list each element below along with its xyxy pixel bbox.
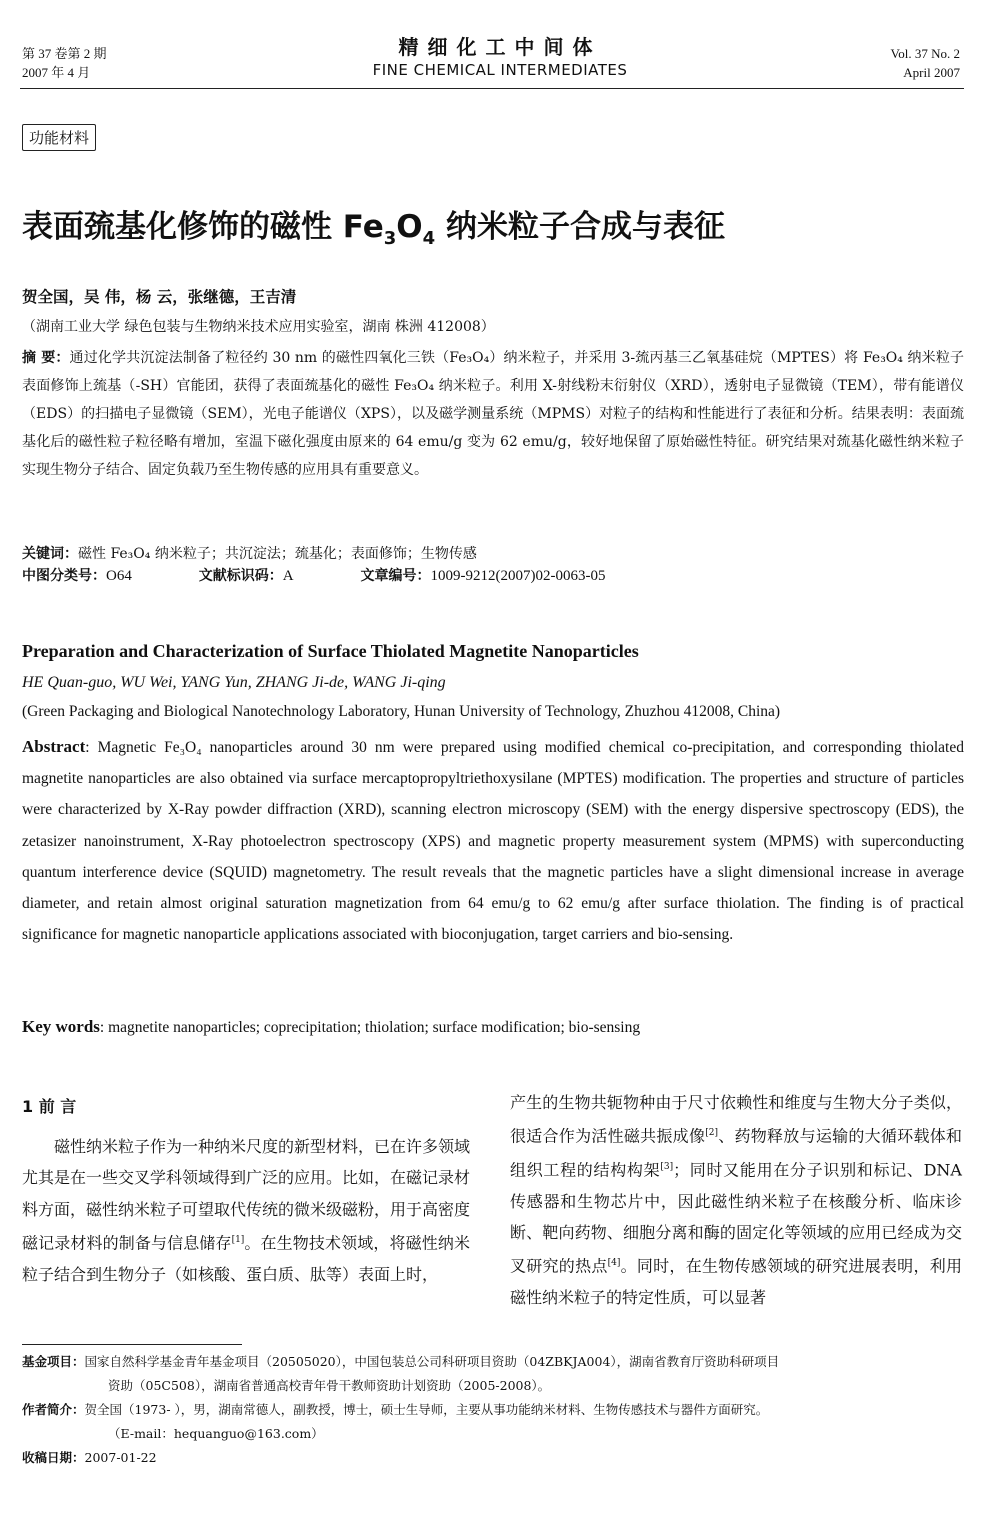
journal-name — [0, 34, 1000, 80]
keywords-cn-text: 磁性 Fe₃O₄ 纳米粒子；共沉淀法；巯基化；表面修饰；生物传感 — [78, 546, 477, 562]
paragraph-text: 产生的生物共轭物种由于尺寸依赖性和维度与生物大分子类似，很适合作为活性磁共振成像 — [510, 1093, 962, 1146]
fund-label: 基金项目： — [22, 1354, 85, 1369]
section-tag: 功能材料 — [22, 124, 96, 151]
classification-row — [22, 562, 605, 590]
abstract-en-label: Abstract — [22, 737, 86, 756]
date-cn: 2007 年 4 月 — [22, 65, 91, 80]
header-divider — [20, 88, 964, 89]
clc-label: 中图分类号： — [22, 568, 106, 584]
fund-text: 国家自然科学基金青年基金项目（20505020），中国包装总公司科研项目资助（04ZBKJA004），湖南省教育厅资助科研项目 — [84, 1354, 780, 1369]
doc-code-label: 文献标识码： — [198, 568, 283, 584]
article-number-label: 文章编号： — [360, 568, 431, 584]
title-sub-3: 3 — [383, 228, 397, 250]
abstract-en-text: : Magnetic Fe₃O₄ nanoparticles around 30 nm were prepared using modified chemical co-precipitation, and corresponding thiolated magnetite nanoparticles are also obtained via surface mercaptopropyltriethoxysilane (MPTES) modification. The properties and structure of particles were characterized by X-Ray powder diffraction (XRD), scanning electron microscopy (SEM) with the energy dispersive spectroscopy (EDS), the zetasizer nanoinstrument, X-Ray photoelectron spectroscopy (XPS) and magnetic property measurement system (MPMS) with superconducting quantum interference device (SQUID) magnetometry. The result reveals that the magnetic particles have a slight dimensional increase in average diameter, and retain almost original saturation magnetization from 64 emu/g to 62 emu/g after surface thiolation. The finding is of practical significance for magnetic nanoparticle applications associated with bioconjugation, target carriers and bio-sensing. — [22, 739, 964, 944]
doc-code-value: A — [282, 568, 294, 584]
keywords-en — [22, 1013, 640, 1042]
title-prefix: 表面巯基化修饰的磁性 Fe — [22, 209, 384, 245]
volume-issue-cn: 第 37 卷第 2 期 — [22, 46, 107, 61]
abstract-cn — [22, 344, 964, 484]
author-note — [22, 1398, 967, 1422]
body-column-right — [510, 1087, 962, 1313]
citation-ref[interactable]: [2] — [705, 1128, 718, 1139]
author-label: 作者简介： — [22, 1402, 85, 1417]
keywords-en-text: : magnetite nanoparticles; coprecipitation; thiolation; surface modification; bio-sensing — [99, 1019, 641, 1036]
keywords-cn-label: 关键词： — [22, 546, 78, 562]
fund-note — [22, 1350, 967, 1374]
author-text: 贺全国（1973- ），男，湖南常德人，副教授，博士，硕士生导师，主要从事功能纳米材料、生物传感技术与器件方面研究。 — [84, 1402, 769, 1417]
body-column-left — [22, 1131, 470, 1290]
citation-ref[interactable]: [3] — [660, 1161, 674, 1172]
footnotes — [22, 1350, 967, 1470]
paragraph-text: ；同时又能用在分子识别和标记、DNA 传感器和生物芯片中，因此磁性纳米粒子在核酸分析、临床诊断、靶向药物、细胞分离和酶的固定化等领域的应用已经成为交叉研究的热点 — [510, 1160, 962, 1276]
paragraph-text: 。在生物技术领域，将磁性纳米粒子结合到生物分子（如核酸、蛋白质、肽等）表面上时， — [22, 1233, 470, 1284]
paragraph — [22, 1131, 470, 1290]
paragraph-text: 。同时，在生物传感领域的研究进展表明，利用磁性纳米粒子的特定性质，可以显著 — [510, 1256, 962, 1307]
received-label: 收稿日期： — [22, 1450, 85, 1465]
citation-ref[interactable]: [4] — [607, 1258, 621, 1269]
fund-text-cont: 资助（05C508），湖南省普通高校青年骨干教师资助计划资助（2005-2008）。 — [108, 1378, 551, 1393]
volume-issue-en: Vol. 37 No. 2 — [890, 46, 960, 61]
affiliation-cn: （湖南工业大学 绿色包装与生物纳米技术应用实验室，湖南 株洲 412008） — [22, 319, 495, 335]
citation-ref[interactable]: [1] — [231, 1234, 245, 1245]
received-date: 2007-01-22 — [84, 1450, 157, 1465]
clc-value: O64 — [106, 568, 132, 584]
journal-name-cn: 精细化工中间体 — [398, 35, 602, 59]
section-heading: 1 前 言 — [22, 1097, 77, 1116]
title-suffix: 纳米粒子合成与表征 — [435, 209, 725, 245]
paragraph-text: 、药物释放与运输的大循环载体和组织工程的结构构架 — [510, 1126, 962, 1180]
paragraph-text: 磁性纳米粒子作为一种纳米尺度的新型材料，已在许多领域尤其是在一些交叉学科领域得到广泛的应用。比如，在磁记录材料方面，磁性纳米粒子可望取代传统的微米级磁粉，用于高密度磁记录材料的制备与信息储存 — [22, 1137, 471, 1253]
abstract-cn-text: 通过化学共沉淀法制备了粒径约 30 nm 的磁性四氧化三铁（Fe₃O₄）纳米粒子，并采用 3-巯丙基三乙氧基硅烷（MPTES）将 Fe₃O₄ 纳米粒子表面修饰上巯基（-SH）官能团，获得了表面巯基化的磁性 Fe₃O₄ 纳米粒子。利用 X-射线粉末衍射仪（XRD），透射电子显微镜（TEM），带有能谱仪（EDS）的扫描电子显微镜（SEM），光电子能谱仪（XPS），以及磁学测量系统（MPMS）对粒子的结构和性能进行了表征和分析。结果表明：表面巯基化后的磁性粒子粒径略有增加，室温下磁化强度由原来的 64 emu/g 变为 62 emu/g，较好地保留了原始磁性特征。研究结果对巯基化磁性纳米粒子实现生物分子结合、固定负载乃至生物传感的应用具有重要意义。 — [22, 350, 965, 478]
abstract-en — [22, 731, 964, 950]
date-en: April 2007 — [903, 65, 960, 80]
affiliation-en: (Green Packaging and Biological Nanotechnology Laboratory, Hunan University of Technology, Zhuzhou 412008, China) — [22, 703, 781, 720]
authors-en: HE Quan-guo, WU Wei, YANG Yun, ZHANG Ji-de, WANG Ji-qing — [22, 674, 446, 691]
paper-title-cn — [22, 201, 725, 249]
author-email[interactable]: （E-mail：hequanguo@163.com） — [108, 1426, 324, 1441]
authors-cn: 贺全国，吴 伟，杨 云，张继德，王吉清 — [22, 288, 297, 306]
article-number-value: 1009-9212(2007)02-0063-05 — [430, 568, 606, 584]
paper-title-en: Preparation and Characterization of Surface Thiolated Magnetite Nanoparticles — [22, 641, 639, 661]
title-sub-4: 4 — [422, 228, 436, 250]
journal-name-en: FINE CHEMICAL INTERMEDIATES — [372, 61, 628, 79]
issue-info-en — [891, 44, 960, 82]
title-mid: O — [396, 209, 423, 245]
footnote-divider — [22, 1344, 242, 1345]
keywords-en-label: Key words — [22, 1017, 100, 1036]
received-note — [22, 1446, 967, 1470]
abstract-cn-label: 摘 要： — [22, 350, 70, 366]
